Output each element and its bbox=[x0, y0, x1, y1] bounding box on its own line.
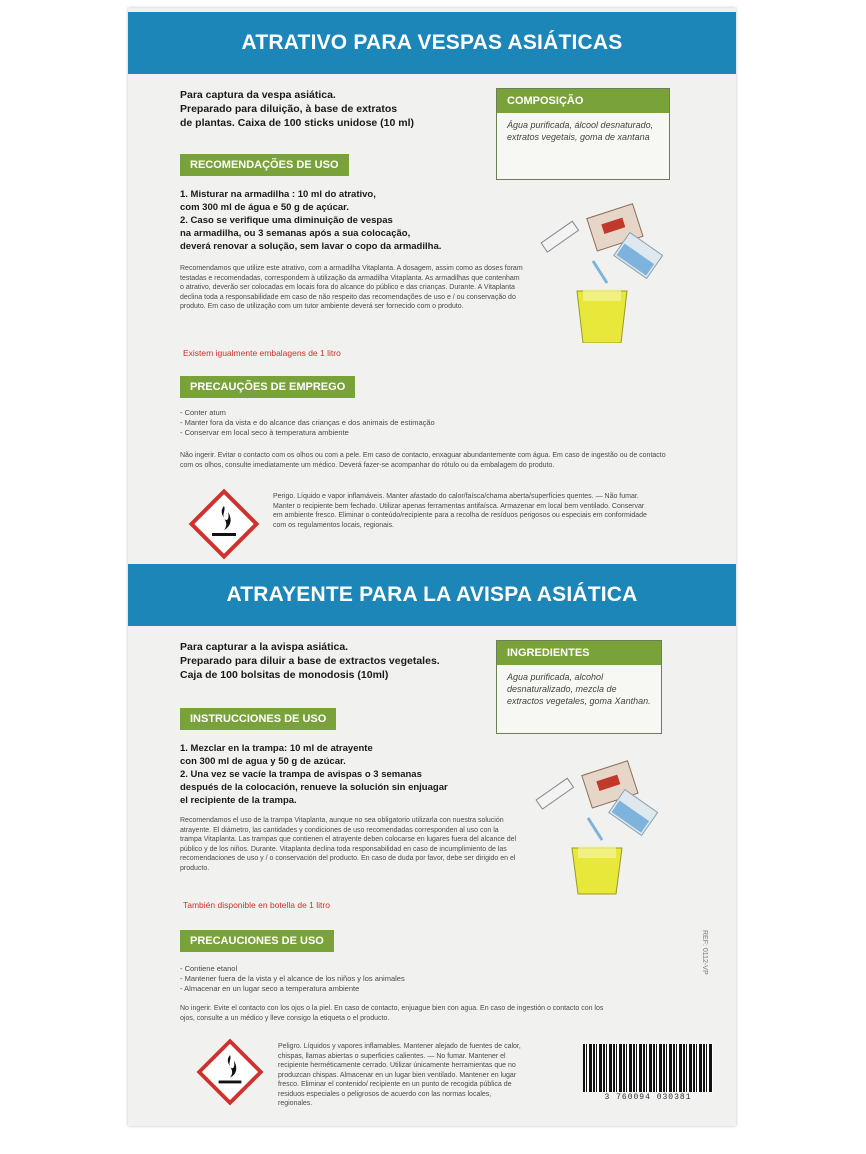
pt-step: com 300 ml de água e 50 g de açúcar. bbox=[180, 202, 349, 213]
pt-intro-line: de plantas. Caixa de 100 sticks unidose (10 ml) bbox=[180, 117, 415, 129]
pt-composition-text: Água purificada, álcool desnaturado, extratos vegetais, goma de xantana bbox=[507, 120, 654, 142]
flammable-hazard-icon bbox=[186, 486, 262, 562]
pt-usage-title: RECOMENDAÇÕES DE USO bbox=[180, 154, 349, 176]
pt-bullet: - Manter fora da vista e do alcance das crianças e dos animais de estimação bbox=[180, 418, 435, 427]
pt-step: 1. Misturar na armadilha : 10 ml do atrativo, bbox=[180, 189, 376, 200]
es-ingredients-box bbox=[496, 640, 662, 734]
es-ingredients-title: INGREDIENTES bbox=[497, 641, 661, 665]
es-step: después de la colocación, renueve la solución sin enjuagar bbox=[180, 782, 448, 793]
es-intro-line: Para capturar a la avispa asiática. bbox=[180, 641, 349, 653]
es-intro bbox=[180, 640, 440, 682]
barcode bbox=[583, 1044, 713, 1092]
barcode-number: 3 760094 030381 bbox=[604, 1093, 692, 1102]
es-bullets bbox=[180, 964, 600, 994]
pt-intro-line: Preparado para diluição, à base de extratos bbox=[180, 103, 398, 115]
es-bullet: - Mantener fuera de la vista y el alcance de los niños y los animales bbox=[180, 974, 405, 983]
trap-cup-icon bbox=[572, 846, 622, 894]
es-steps bbox=[180, 742, 510, 807]
es-bullet: - Almacenar en un lugar seco a temperatura ambiente bbox=[180, 984, 360, 993]
es-caution-paragraph: No ingerir. Evite el contacto con los ojos o la piel. En caso de contacto, enjuague bien con agua. En caso de ingestión o contacto con los ojos, consulte a un médico y lleve consigo la etiqueta o el producto. bbox=[180, 1005, 604, 1022]
es-precautions-title: PRECAUCIONES DE USO bbox=[180, 930, 334, 952]
es-hazard-paragraph: Peligro. Líquidos y vapores inflamables. Mantener alejado de fuentes de calor, chispas, llamas abiertas o superficies calientes. — No fumar. Mantener el recipiente herméticamente cerrado. Utilizar únicamente herramientas que no produzcan chispas. Almacenar en un lugar bien ventilado. Mantener en lugar fresco. Eliminar el contenido/ recipiente en un punto de recogida pública de residuos especiales o peligrosos de acuerdo con las normas locales, regionales. bbox=[278, 1043, 521, 1107]
pt-usage-paragraph: Recomendamos que utilize este atrativo, com a armadilha Vitaplanta. A dosagem, assim como as doses foram testadas e recomendadas, correspondem à utilização da armadilha Vitaplanta. As armadilhas que contenham o atrativo, deverão ser colocadas em locais fora do alcance do público e das crianças. Durante. A Vitaplanta declina toda a responsabilidade em caso de não respeito das recomendações de uso e / ou conservação do produto. Em caso de utilização com um tutor ambiente deverá ser fornecido com o produto. bbox=[180, 265, 523, 310]
pt-bullet: - Conservar em local seco à temperatura ambiente bbox=[180, 428, 349, 437]
es-red-note: También disponible en botella de 1 litro bbox=[183, 900, 330, 910]
es-step: 1. Mezclar en la trampa: 10 ml de atrayente bbox=[180, 743, 373, 754]
es-mixing-illustration bbox=[528, 750, 658, 900]
pt-step: na armadilha, ou 3 semanas após a sua colocação, bbox=[180, 228, 411, 239]
pt-banner-title: ATRATIVO PARA VESPAS ASIÁTICAS bbox=[128, 12, 736, 74]
pt-step: deverá renovar a solução, sem lavar o copo da armadilha. bbox=[180, 241, 442, 252]
pt-composition-title: COMPOSIÇÃO bbox=[497, 89, 669, 113]
pt-intro-line: Para captura da vespa asiática. bbox=[180, 89, 336, 101]
es-step: 2. Una vez se vacíe la trampa de avispas o 3 semanas bbox=[180, 769, 422, 780]
es-banner-title: ATRAYENTE PARA LA AVISPA ASIÁTICA bbox=[128, 564, 736, 626]
pt-bullets bbox=[180, 408, 660, 438]
trap-cup-icon bbox=[577, 289, 627, 343]
stick-sachet-icon bbox=[536, 778, 573, 809]
pt-step: 2. Caso se verifique uma diminuição de vespas bbox=[180, 215, 393, 226]
es-step: con 300 ml de agua y 50 g de azúcar. bbox=[180, 756, 346, 767]
pt-hazard-paragraph: Perigo. Líquido e vapor inflamáveis. Manter afastado do calor/faísca/chama aberta/superfícies quentes. — Não fumar. Manter o recipiente bem fechado. Utilizar apenas ferramentas antifaísca. Armazenar em local bem ventilado. Conservar em ambiente fresco. Eliminar o conteúdo/recipiente para a recolha de resíduos perigosos ou especiais em conformidade com os regulamentos locais, regionais. bbox=[273, 493, 647, 529]
es-usage-paragraph: Recomendamos el uso de la trampa Vitaplanta, aunque no sea obligatorio utilizarla con nuestra solución atrayente. El diámetro, las cantidades y condiciones de uso recomendadas corresponden al uso con la trampa Vitaplanta. Las trampas que contienen el atrayente deben colocarse en lugares fuera del alcance del público y de los niños. Durante. Vitaplanta declina toda responsabilidad en caso de incumplimiento de las recomendaciones de uso y / o conservación del producto. En caso de duda por favor, debe ser dirigido en el producto. bbox=[180, 817, 517, 872]
product-box bbox=[128, 8, 736, 1126]
pt-steps bbox=[180, 188, 510, 253]
pt-caution-paragraph: Não ingerir. Evitar o contacto com os olhos ou com a pele. Em caso de contacto, enxaguar abundantemente com água. Em caso de ingestão ou de contacto com os olhos, consulte imediatamente um médico. Deverá fazer-se acompanhar do rótulo ou da embalagem do produto. bbox=[180, 452, 666, 469]
pt-intro bbox=[180, 88, 414, 130]
es-usage-title: INSTRUCCIONES DE USO bbox=[180, 708, 336, 730]
side-reference-code: REF: 0112-VP bbox=[701, 930, 708, 975]
pt-red-note: Existem igualmente embalagens de 1 litro bbox=[183, 348, 341, 358]
es-step: el recipiente de la trampa. bbox=[180, 795, 297, 806]
stick-sachet-icon bbox=[541, 221, 578, 252]
pt-composition-box bbox=[496, 88, 670, 180]
es-bullet: - Contiene etanol bbox=[180, 964, 238, 973]
pt-mixing-illustration bbox=[533, 193, 663, 343]
es-ingredients-text: Agua purificada, alcohol desnaturalizado, mezcla de extractos vegetales, goma Xanthan. bbox=[507, 672, 651, 706]
flammable-hazard-icon bbox=[194, 1036, 266, 1108]
es-intro-line: Caja de 100 bolsitas de monodosis (10ml) bbox=[180, 669, 389, 681]
pt-bullet: - Conter atum bbox=[180, 408, 226, 417]
es-intro-line: Preparado para diluir a base de extractos vegetales. bbox=[180, 655, 440, 667]
pt-precautions-title: PRECAUÇÕES DE EMPREGO bbox=[180, 376, 355, 398]
